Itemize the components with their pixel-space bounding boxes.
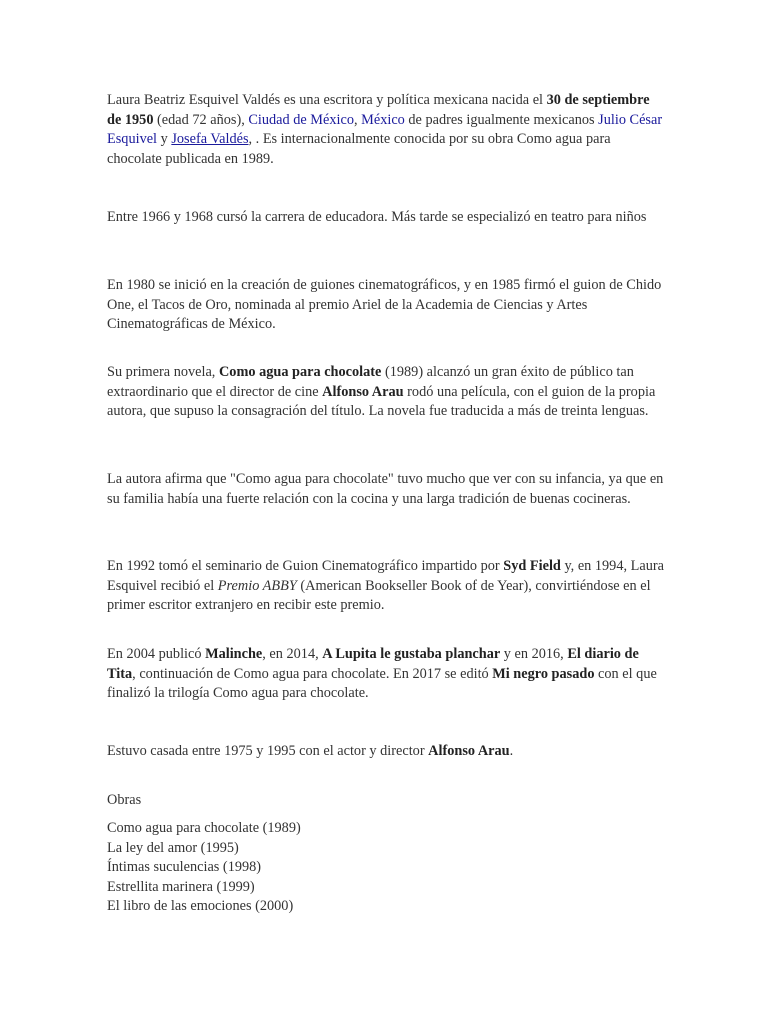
book-title: A Lupita le gustaba planchar: [322, 646, 501, 662]
birth-date: 30 de septiembre de 1950: [107, 92, 650, 128]
text: de padres igualmente mexicanos: [404, 111, 599, 128]
book-title: Mi negro pasado: [492, 665, 595, 682]
list-item: Como agua para chocolate (1989): [107, 820, 301, 836]
paragraph-award: [107, 557, 667, 616]
text: ,: [353, 111, 362, 128]
text: y: [157, 131, 172, 148]
book-title: El diario de Tita: [107, 646, 639, 682]
director-name: Alfonso Arau: [322, 383, 404, 400]
works-list: [107, 819, 301, 917]
award-name: Premio ABBY: [217, 577, 297, 594]
text: En 2004 publicó: [107, 646, 206, 662]
spouse-name: Alfonso Arau: [428, 743, 510, 759]
text: Laura Beatriz Esquivel Valdés es una escritora y política mexicana nacida el: [107, 92, 547, 108]
text: Estuvo casada entre 1975 y 1995 con el actor y director: [107, 743, 429, 759]
paragraph-bio: [107, 91, 667, 169]
link-mexico[interactable]: México: [361, 111, 405, 128]
text: rodó una película, con el guion de la propia autora, que supuso la consagración del título. La novela fue traducida a más de treinta lenguas.: [107, 383, 656, 420]
text: , continuación de Como agua para chocolate. En 2017 se editó: [132, 665, 493, 682]
text: .: [509, 743, 514, 759]
works-heading: Obras: [107, 792, 142, 808]
text: con el que finalizó la trilogía Como agua para chocolate.: [107, 665, 657, 702]
text: En 1980 se inició en la creación de guiones cinematográficos, y en 1985 firmó el guion de Chido One, el Tacos de Oro, nominada al premio Ariel de la Academia de Ciencias y Artes Cinematográficas de México.: [107, 277, 662, 333]
text: , . Es internacionalmente conocida por su obra Como agua para chocolate publicada en 1989.: [107, 131, 611, 167]
text: Su primera novela,: [107, 364, 219, 380]
paragraph-childhood: [107, 470, 667, 509]
book-title: Malinche: [205, 646, 263, 662]
text: , en 2014,: [262, 646, 323, 662]
paragraph-later-works: [107, 645, 667, 704]
link-ciudad-de-mexico[interactable]: Ciudad de México: [248, 111, 354, 128]
text: La autora afirma que "Como agua para chocolate" tuvo mucho que ver con su infancia, ya que en su familia había una fuerte relación con la cocina y una larga tradición de buenas cocineras.: [107, 471, 664, 507]
text: (American Bookseller Book of de Year), convirtiéndose en el primer escritor extranjero en recibir este premio.: [107, 577, 651, 614]
link-josefa-valdes[interactable]: Josefa Valdés: [171, 131, 249, 148]
text: (1989) alcanzó un gran éxito de público tan extraordinario que el director de cine: [107, 364, 634, 400]
paragraph-screenwriting: [107, 276, 667, 335]
text: y, en 1994, Laura Esquivel recibió el: [107, 558, 664, 594]
text: En 1992 tomó el seminario de Guion Cinematográfico impartido por: [107, 558, 504, 574]
instructor-name: Syd Field: [503, 558, 561, 574]
text: Entre 1966 y 1968 cursó la carrera de educadora. Más tarde se especializó en teatro para niños: [107, 209, 647, 225]
book-title: Como agua para chocolate: [218, 364, 382, 380]
paragraph-marriage: [107, 742, 667, 762]
paragraph-first-novel: [107, 363, 667, 422]
list-item: Íntimas suculencias (1998): [107, 859, 262, 876]
text: y en 2016,: [500, 646, 568, 662]
list-item: La ley del amor (1995): [107, 839, 239, 856]
list-item: Estrellita marinera (1999): [107, 878, 255, 895]
paragraph-education: [107, 208, 667, 228]
link-julio-cesar-esquivel[interactable]: Julio César Esquivel: [107, 111, 663, 148]
text: (edad 72 años),: [153, 111, 249, 128]
list-item: El libro de las emociones (2000): [107, 898, 294, 915]
